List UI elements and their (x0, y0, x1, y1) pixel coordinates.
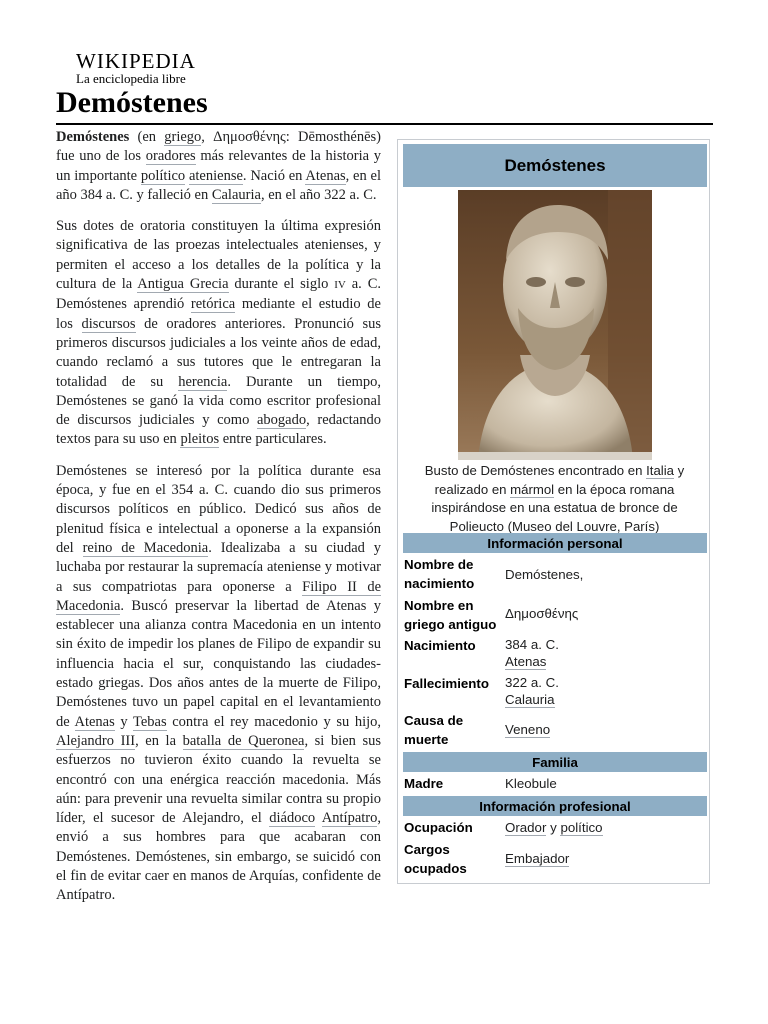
infobox (397, 139, 710, 884)
link-ateniense[interactable]: ateniense (188, 167, 243, 184)
death-year: 322 a. C. (505, 675, 559, 690)
link-death-place[interactable]: Calauria (505, 692, 555, 707)
paragraph-intro: Demóstenes (en griego, Δημοσθένης: Dēmosthénēs) fue uno de los oradores más relevantes de la historia y un importante político ateniense. Nació en Atenas, en el año 384 a. C. y falleció en Calauria, en el año 322 a. C. (56, 129, 381, 203)
label-birth: Nacimiento (404, 638, 476, 653)
value-birth-name: Demóstenes, (505, 567, 584, 582)
label-positions-held: Cargos ocupados (404, 842, 467, 876)
value-cause-of-death (505, 721, 703, 738)
link-batalla-queronea[interactable]: batalla de Queronea (182, 732, 305, 749)
title-divider (56, 123, 713, 125)
section-family: Familia (403, 752, 707, 772)
link-antipatro[interactable]: Antípatro (321, 810, 378, 827)
link-griego[interactable]: griego (164, 129, 202, 145)
link-calauria[interactable]: Calauria (211, 186, 261, 203)
value-birth (505, 636, 703, 670)
infobox-title: Demóstenes (403, 144, 707, 187)
value-mother: Kleobule (505, 776, 557, 791)
century-numeral: IV (334, 279, 346, 292)
lead-term: Demóstenes (56, 129, 130, 145)
link-birth-place[interactable]: Atenas (505, 654, 547, 669)
caption-link-louvre[interactable]: Museo del Louvre (511, 518, 617, 534)
label-greek-name: Nombre en griego antiguo (404, 598, 497, 632)
caption-link-paris[interactable]: París (624, 518, 655, 534)
link-embajador[interactable]: Embajador (505, 851, 570, 866)
paragraph-politics: Demóstenes se interesó por la política durante esa época, y fue en el 354 a. C. cuando dio sus primeros discursos políticos en público. Dedicó sus años de plenitud física e intelectual a oponerse a la expansión del reino de Macedonia. Idealizaba a su ciudad y luchaba por restaurar la supremacía ateniense y motivar a sus compatriotas para oponerse a Filipo II de Macedonia. Buscó preservar la libertad de Atenas y establecer una alianza contra Macedonia en un intento sin éxito de impedir los planes de Filipo de expandir su influencia hacia el sur, conquistando las ciudades-estado griegas. Dos años antes de la muerte de Filipo, Demóstenes tuvo un papel capital en el levantamiento de Atenas y Tebas contra el rey macedonio y su hijo, Alejandro III, en la batalla de Queronea, si bien sus esfuerzos no tuvieron éxito cuando la revuelta se encontró con una enérgica reacción macedonia. Más aún: para prevenir una revuelta similar contra su propio líder, el sucesor de Alejandro, el diádoco Antípatro, envió a sus hombres para que acabaran con Demóstenes. Demóstenes, sin embargo, se suicidó con el fin de evitar caer en manos de Arquías, confidente de Antípatro. (56, 462, 382, 904)
label-birth-name: Nombre de nacimiento (404, 557, 475, 591)
link-atenas[interactable]: Atenas (305, 167, 346, 184)
link-politico[interactable]: político (140, 167, 186, 184)
paragraph-oratory: Sus dotes de oratoria constituyen la última expresión significativa de las proezas intelectuales atenienses, y permiten el acceso a los detalles de la política y la cultura de la Antigua Grecia durante el siglo IV a. C. Demóstenes aprendió retórica mediante el estudio de los discursos de oradores anteriores. Pronunció sus primeros discursos judiciales a los veinte años de edad, cuando reclamó a sus tutores que le entregaran la totalidad de su herencia. Durante un tiempo, Demóstenes se ganó la vida como escritor profesional de discursos judiciales y como abogado, redactando textos para su uso en pleitos entre particulares. (56, 218, 381, 448)
link-alejandro-iii[interactable]: Alejandro III (56, 732, 136, 749)
link-atenas-2[interactable]: Atenas (74, 713, 115, 730)
value-greek-name: Δημοσθένης (505, 606, 579, 621)
link-politico-infobox[interactable]: político (560, 820, 603, 835)
page-title: Demóstenes (56, 86, 208, 119)
section-personal-info: Información personal (403, 533, 707, 553)
caption-link-marmol[interactable]: mármol (510, 481, 555, 497)
value-death (505, 674, 703, 708)
value-positions-held (505, 850, 703, 867)
wikipedia-logo[interactable] (76, 50, 196, 86)
link-retorica[interactable]: retórica (190, 296, 236, 313)
caption-link-italia[interactable]: Italia (646, 463, 674, 478)
label-mother: Madre (404, 776, 444, 791)
birth-year: 384 a. C. (505, 637, 559, 652)
link-oradores[interactable]: oradores (145, 148, 196, 165)
value-occupation: Orador y político (505, 820, 603, 835)
link-pleitos[interactable]: pleitos (180, 431, 220, 448)
caption-link-polieucto[interactable]: Polieucto (449, 518, 504, 534)
bust-image[interactable] (458, 190, 652, 460)
label-cause-of-death: Causa de muerte (404, 713, 464, 747)
link-diadoco[interactable]: diádoco (269, 810, 316, 827)
link-discursos[interactable]: discursos (81, 315, 136, 332)
label-death: Fallecimiento (404, 676, 489, 691)
link-veneno[interactable]: Veneno (505, 722, 551, 737)
link-filipo-ii[interactable]: Filipo II de Macedonia (56, 578, 382, 614)
link-tebas[interactable]: Tebas (132, 713, 167, 730)
link-abogado[interactable]: abogado (256, 412, 307, 429)
logo-wordmark: WIKIPEDIA (76, 49, 196, 73)
link-reino-macedonia[interactable]: reino de Macedonia (82, 539, 209, 556)
link-orador[interactable]: Orador (505, 820, 547, 835)
label-occupation: Ocupación (404, 820, 473, 835)
logo-tagline: La enciclopedia libre (76, 71, 186, 86)
image-caption: Busto de Demóstenes encontrado en Italia y realizado en mármol en la época romana inspirándose en una estatua de bronce de Polieucto (Museo del Louvre, París) (424, 463, 685, 534)
link-antigua-grecia[interactable]: Antigua Grecia (137, 276, 229, 293)
link-herencia[interactable]: herencia (178, 373, 228, 390)
section-professional-info: Información profesional (403, 796, 707, 816)
